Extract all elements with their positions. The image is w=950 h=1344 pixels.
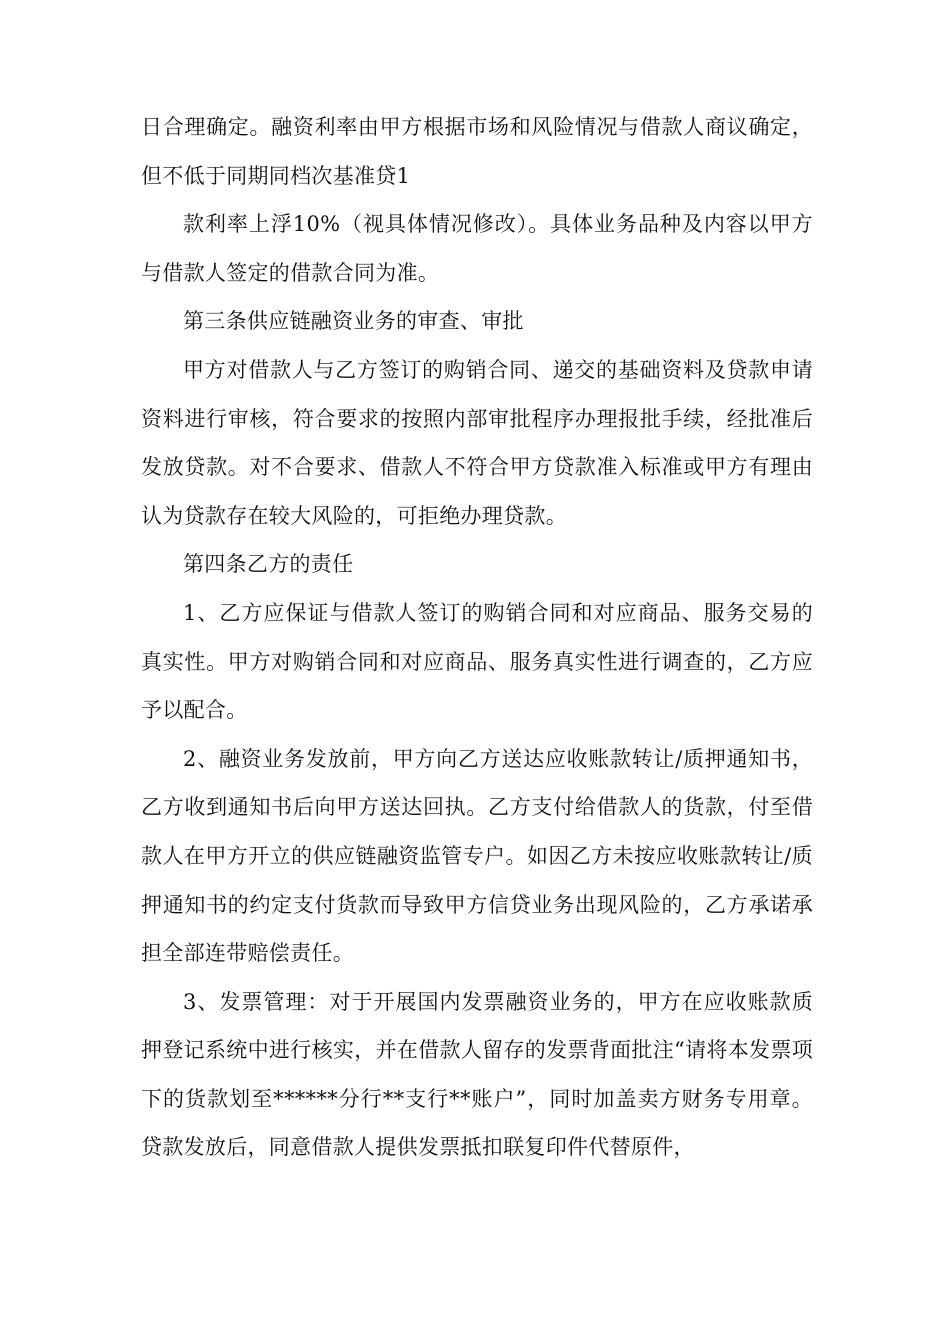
paragraph-clause-3: 3、发票管理：对于开展国内发票融资业务的，甲方在应收账款质押登记系统中进行核实，并在借款人留存的发票背面批注“请将本发票项下的货款划至******分行**支行**账户”，同时加盖卖方财务专用章。贷款发放后，同意借款人提供发票抵扣联复印件代替原件， <box>141 989 813 1160</box>
heading-article-4: 第四条乙方的责任 <box>183 552 354 577</box>
paragraph-review-approval: 甲方对借款人与乙方签订的购销合同、递交的基础资料及贷款申请资料进行审核，符合要求的按照内部审批程序办理报批手续，经批准后发放贷款。对不合要求、借款人不符合甲方贷款准入标准或甲方有理由认为贷款存在较大风险的，可拒绝办理贷款。 <box>141 357 813 528</box>
paragraph-clause-2: 2、融资业务发放前，甲方向乙方送达应收账款转让/质押通知书，乙方收到通知书后向甲方送达回执。乙方支付给借款人的货款，付至借款人在甲方开立的供应链融资监管专户。如因乙方未按应收账款转让/质押通知书的约定支付货款而导致甲方信贷业务出现风险的，乙方承诺承担全部连带赔偿责任。 <box>141 746 813 966</box>
paragraph-clause-1: 1、乙方应保证与借款人签订的购销合同和对应商品、服务交易的真实性。甲方对购销合同和对应商品、服务真实性进行调查的，乙方应予以配合。 <box>141 600 813 723</box>
paragraph-loan-rate-float: 款利率上浮10%（视具体情况修改）。具体业务品种及内容以甲方与借款人签定的借款合同为准。 <box>141 212 813 285</box>
paragraph-financing-rate: 日合理确定。融资利率由甲方根据市场和风险情况与借款人商议确定，但不低于同期同档次基准贷1 <box>141 115 813 188</box>
document-body <box>141 103 813 1172</box>
heading-article-3: 第三条供应链融资业务的审查、审批 <box>183 309 524 334</box>
